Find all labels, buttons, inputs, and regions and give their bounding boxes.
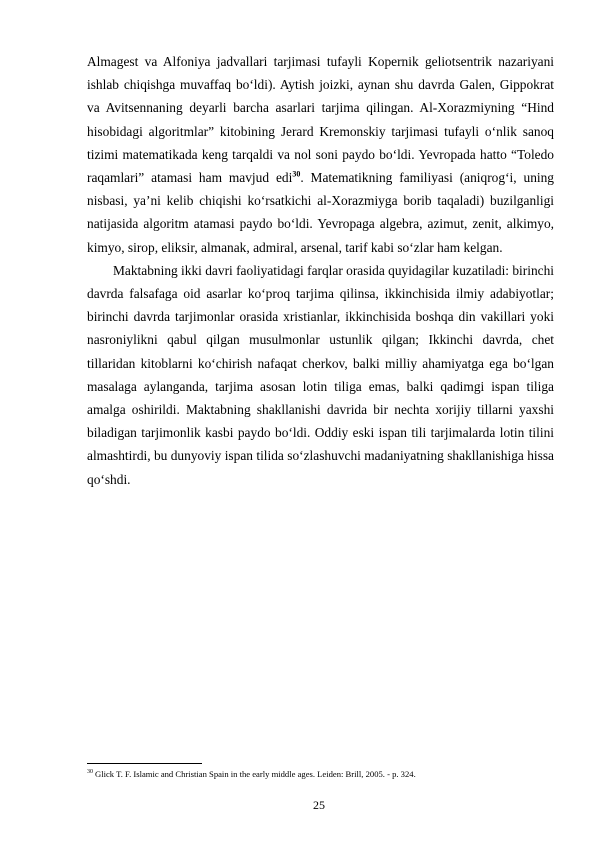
- page-number: 25: [313, 798, 325, 812]
- footnote-text: Glick T. F. Islamic and Christian Spain in the early middle ages. Leiden: Brill, 2005. - p. 324.: [95, 769, 416, 779]
- paragraph-1-text-continued: . Matematikning familiyasi (aniqrog‘i, uning nisbasi, ya’ni kelib chiqishi ko‘rsatkichi al-Xorazmiyga borib taqaladi) buzilganligi natijasida algoritm atamasi paydo bo‘ldi. Yevropaga algebra, azimut, zenit, alkimyo, kimyo, sirop, eliksir, almanak, admiral, arsenal, tarif kabi so‘zlar ham kelgan.: [87, 170, 554, 255]
- footnote-separator: [87, 763, 202, 764]
- footnote-reference[interactable]: 30: [292, 169, 301, 179]
- body-text: [87, 50, 554, 491]
- footnote: [87, 769, 557, 780]
- paragraph-1: [87, 50, 554, 259]
- paragraph-1-text: Almagest va Alfoniya jadvallari tarjimasi tufayli Kopernik geliotsentrik nazariyani ishlab chiqishga muvaffaq bo‘ldi). Aytish joizki, aynan shu davrda Galen, Gippokrat va Avitsennaning deyarli barcha asarlari tarjima qilingan. Al-Xorazmiyning “Hind hisobidagi algoritmlar” kitobining Jerard Kremonskiy tarjimasi tufayli o‘nlik sanoq tizimi matematikada keng tarqaldi va nol soni paydo bo‘ldi. Yevropada hatto “Toledo raqamlari” atamasi ham mavjud edi: [87, 54, 554, 186]
- footnote-number: 30: [87, 769, 93, 776]
- paragraph-2: Maktabning ikki davri faoliyatidagi farqlar orasida quyidagilar kuzatiladi: birinchi davrda falsafaga oid asarlar ko‘proq tarjima qilinsa, ikkinchisida ilmiy adabiyotlar; birinchi davrda tarjimonlar orasida xristianlar, ikkinchisida boshqa din vakillari yoki nasroniylikni qabul qilgan musulmonlar ustunlik qilgan; Ikkinchi davrda, chet tillaridan kitoblarni ko‘chirish nafaqat cherkov, balki milliy ahamiyatga ega bo‘lgan masalaga aylanganda, tarjima asosan lotin tiliga emas, balki qadimgi ispan tiliga amalga oshirildi. Maktabning shakllanishi davrida bir nechta xorijiy tillarni yaxshi biladigan tarjimonlik kasbi paydo bo‘ldi. Oddiy eski ispan tili tarjimalarda lotin tilini almashtirdi, bu dunyoviy ispan tilida so‘zlashuvchi madaniyatning shakllanishiga hissa qo‘shdi.: [87, 262, 555, 487]
